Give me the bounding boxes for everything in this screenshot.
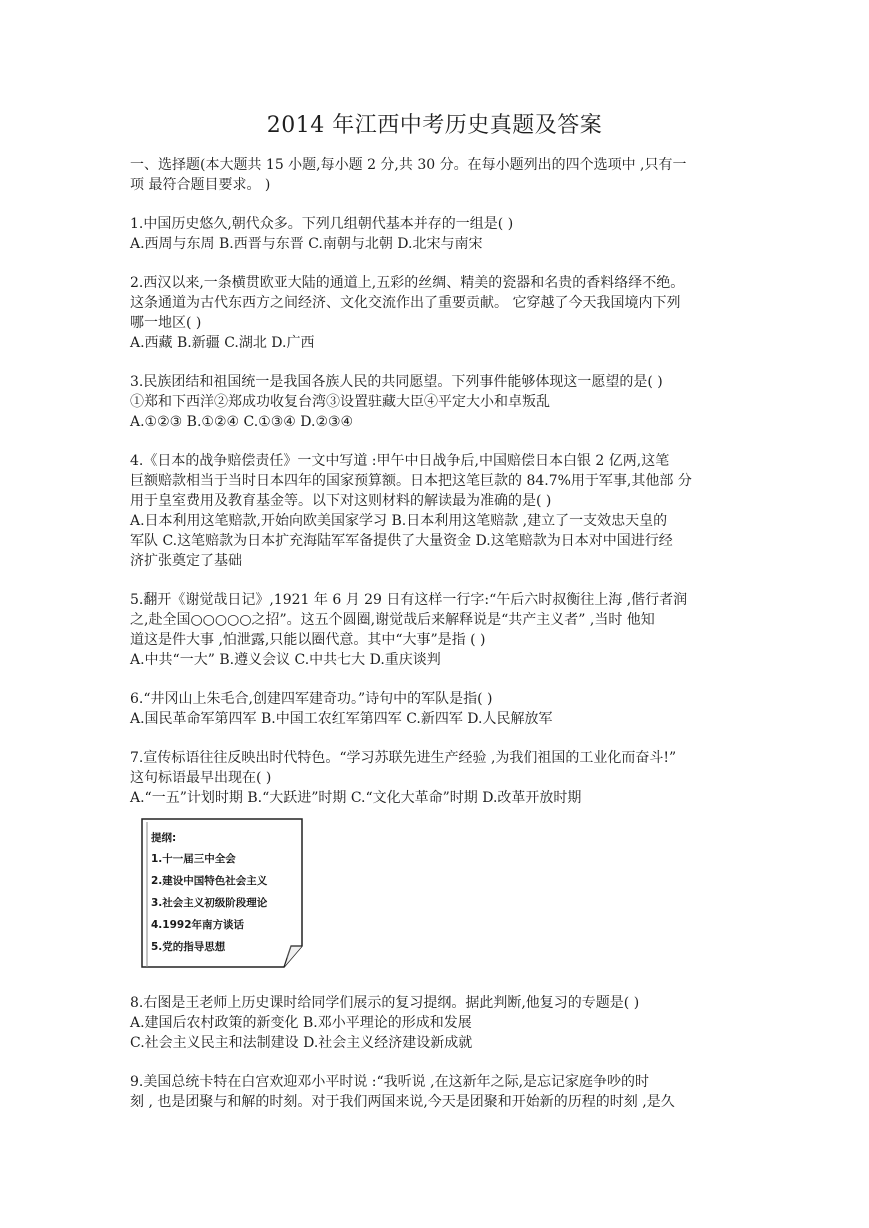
outline-heading: 提纲:	[151, 832, 177, 844]
question-6-stem: 6.“井冈山上朱毛合,创建四军建奇功。”诗句中的军队是指( )	[130, 691, 493, 707]
question-8-stem: 8.右图是王老师上历史课时给同学们展示的复习提纲。据此判断,他复习的专题是( )	[130, 995, 640, 1011]
page-title: 2014 年江西中考历史真题及答案	[266, 113, 603, 138]
question-6	[130, 689, 742, 729]
question-7	[130, 748, 742, 808]
question-3-stem: 3.民族团结和祖国统一是我国各族人民的共同愿望。下列事件能够体现这一愿望的是( )	[130, 374, 663, 390]
question-8-options-1: A.建国后农村政策的新变化 B.邓小平理论的形成和发展	[130, 1015, 472, 1031]
question-6-options: A.国民革命军第四军 B.中国工农红军第四军 C.新四军 D.人民解放军	[130, 711, 553, 727]
question-4-line-6: 济扩张奠定了基础	[130, 553, 242, 569]
question-2	[130, 273, 742, 353]
question-7-line-1: 7.宣传标语往往反映出时代特色。“学习苏联先进生产经验 ,为我们祖国的工业化而奋斗!”	[130, 750, 677, 766]
question-2-line-3: 哪一地区( )	[130, 315, 202, 331]
question-9-line-2: 刻 , 也是团聚与和解的时刻。对于我们两国来说,今天是团聚和开始新的历程的时刻 ,是久	[130, 1094, 675, 1110]
question-4-line-1: 4.《日本的战争赔偿责任》一文中写道 :甲午中日战争后,中国赔偿日本白银 2 亿两,这笔	[130, 453, 670, 469]
question-7-options: A.“一五”计划时期 B.“大跃进”时期 C.“文化大革命”时期 D.改革开放时期	[130, 790, 582, 806]
question-2-line-2: 这条通道为古代东西方之间经济、文化交流作出了重要贡献。 它穿越了今天我国境内下列	[130, 295, 681, 311]
question-4-line-3: 用于皇室费用及教育基金等。以下对这则材料的解读最为准确的是( )	[130, 493, 552, 509]
outline-item-4: 4.1992年南方谈话	[151, 919, 245, 931]
question-2-options: A.西藏 B.新疆 C.湖北 D.广西	[130, 335, 315, 351]
question-4-line-4: A.日本利用这笔赔款,开始向欧美国家学习 B.日本利用这笔赔款 ,建立了一支效忠天皇的	[130, 513, 668, 529]
section-instructions	[130, 155, 742, 195]
question-5-line-3: 道这是件大事 ,怕泄露,只能以圈代意。其中“大事”是指 ( )	[130, 632, 486, 648]
question-7-line-2: 这句标语最早出现在( )	[130, 770, 272, 786]
question-8	[130, 993, 742, 1053]
question-5-options: A.中共“一大” B.遵义会议 C.中共七大 D.重庆谈判	[130, 652, 441, 668]
review-outline-figure	[141, 818, 303, 968]
question-3-options: A.①②③ B.①②④ C.①③④ D.②③④	[130, 414, 354, 430]
question-9	[130, 1072, 742, 1112]
question-2-line-1: 2.西汉以来,一条横贯欧亚大陆的通道上,五彩的丝绸、精美的瓷器和名贵的香料络绎不绝。	[130, 275, 685, 291]
question-3-items: ①郑和下西洋②郑成功收复台湾③设置驻藏大臣④平定大小和卓叛乱	[130, 394, 550, 410]
outline-item-5: 5.党的指导思想	[151, 941, 226, 953]
instructions-line-2: 项 最符合题目要求。 )	[130, 177, 271, 193]
question-1	[130, 214, 742, 254]
outline-item-2: 2.建设中国特色社会主义	[151, 875, 268, 887]
question-5-line-1: 5.翻开《谢觉哉日记》,1921 年 6 月 29 日有这样一行字:“午后六时叔衡往上海 ,偕行者润	[130, 592, 688, 608]
question-5	[130, 590, 742, 670]
question-4	[130, 451, 742, 571]
outline-item-1: 1.十一届三中全会	[151, 853, 236, 865]
question-1-options: A.西周与东周 B.西晋与东晋 C.南朝与北朝 D.北宋与南宋	[130, 236, 483, 252]
instructions-line-1: 一、选择题(本大题共 15 小题,每小题 2 分,共 30 分。在每小题列出的四个选项中 ,只有一	[130, 157, 687, 173]
question-9-line-1: 9.美国总统卡特在白宫欢迎邓小平时说 :“我听说 ,在这新年之际,是忘记家庭争吵的时	[130, 1074, 650, 1090]
question-5-line-2: 之,赴全国○○○○○之招”。这五个圆圈,谢觉哉后来解释说是“共产主义者” ,当时 他知	[130, 612, 655, 628]
question-4-line-2: 巨额赔款相当于当时日本四年的国家预算额。日本把这笔巨款的 84.7%用于军事,其他部 分	[130, 473, 692, 489]
question-4-line-5: 军队 C.这笔赔款为日本扩充海陆军军备提供了大量资金 D.这笔赔款为日本对中国进行经	[130, 533, 673, 549]
outline-item-3: 3.社会主义初级阶段理论	[151, 897, 268, 909]
question-8-options-2: C.社会主义民主和法制建设 D.社会主义经济建设新成就	[130, 1035, 473, 1051]
question-1-stem: 1.中国历史悠久,朝代众多。下列几组朝代基本并存的一组是( )	[130, 216, 514, 232]
question-3	[130, 372, 742, 432]
